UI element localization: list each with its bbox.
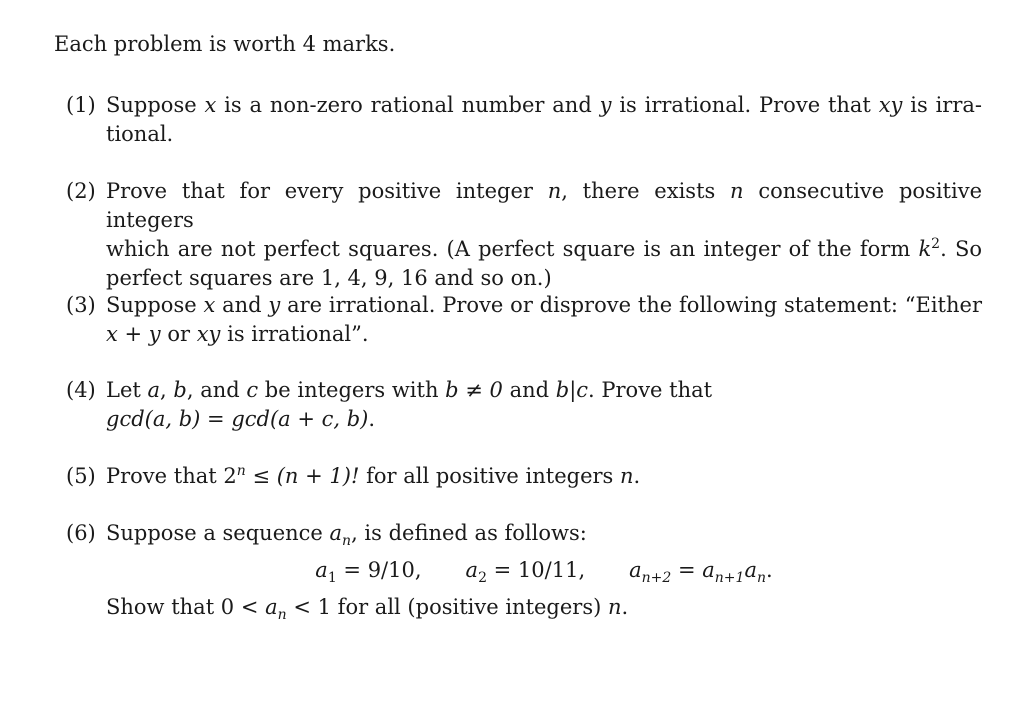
problem-line: tional. bbox=[106, 122, 174, 146]
text: for all positive integers bbox=[359, 464, 621, 488]
problem-body bbox=[106, 177, 982, 293]
text: Suppose a sequence bbox=[106, 521, 330, 545]
problem-body bbox=[106, 519, 982, 622]
math-var: a bbox=[744, 558, 757, 582]
problem-number: (5) bbox=[66, 464, 96, 488]
math-var: n bbox=[620, 464, 634, 488]
text: is irrational”. bbox=[220, 322, 369, 346]
text: , is defined as follows: bbox=[351, 521, 587, 545]
subscript: n+1 bbox=[714, 570, 745, 587]
problem-number: (1) bbox=[66, 93, 96, 117]
text: Prove that for every positive integer bbox=[106, 179, 548, 203]
text: and bbox=[215, 293, 269, 317]
text: Prove that bbox=[106, 464, 224, 488]
problem-3 bbox=[66, 291, 982, 349]
text: Suppose bbox=[106, 93, 205, 117]
problem-line: perfect squares are 1, 4, 9, 16 and so on.) bbox=[106, 266, 552, 290]
text: , bbox=[160, 378, 174, 402]
problem-line bbox=[106, 405, 982, 434]
math-var: b bbox=[173, 378, 187, 402]
text: , there exists bbox=[561, 179, 731, 203]
math-var: n bbox=[730, 179, 744, 203]
math-expr: gcd(a, b) bbox=[106, 407, 201, 431]
subscript: 2 bbox=[478, 570, 487, 587]
problem-number: (3) bbox=[66, 293, 96, 317]
intro-text: Each problem is worth 4 marks. bbox=[54, 32, 396, 56]
text: . bbox=[633, 464, 641, 488]
math-expr: = a bbox=[671, 558, 715, 582]
math-var: y bbox=[268, 293, 281, 317]
math-var: xy bbox=[878, 93, 903, 117]
problem-body bbox=[106, 376, 982, 434]
problem-number: (6) bbox=[66, 521, 96, 545]
math-var: x bbox=[204, 93, 217, 117]
text: = bbox=[200, 407, 232, 431]
problem-line bbox=[106, 91, 982, 120]
problem-number: (2) bbox=[66, 179, 96, 203]
problem-line bbox=[106, 462, 982, 491]
problem-line bbox=[106, 291, 982, 320]
text: is irra- bbox=[902, 93, 983, 117]
subscript: n bbox=[277, 607, 287, 624]
math-var: a bbox=[329, 521, 343, 545]
text: Show that 0 < bbox=[106, 595, 266, 619]
math-expr: b ≠ 0 bbox=[445, 378, 503, 402]
math-var: xy bbox=[196, 322, 221, 346]
problem-line bbox=[106, 320, 982, 349]
problem-line bbox=[106, 376, 982, 405]
problem-number: (4) bbox=[66, 378, 96, 402]
math-var: y bbox=[599, 93, 612, 117]
math-expr: = 10/11, bbox=[486, 558, 586, 582]
math-var: n bbox=[607, 595, 622, 619]
problem-line bbox=[106, 235, 982, 264]
math-expr: gcd(a + c, b) bbox=[231, 407, 369, 431]
text: consecutive positive integers bbox=[106, 179, 982, 232]
problem-line bbox=[106, 593, 982, 622]
subscript: n bbox=[756, 570, 766, 587]
problem-body bbox=[106, 91, 982, 149]
math-var: k bbox=[918, 237, 932, 261]
text: . So bbox=[940, 237, 982, 261]
math-var: 2 bbox=[223, 464, 237, 488]
subscript: n bbox=[342, 533, 352, 550]
subscript: n+2 bbox=[641, 570, 672, 587]
problem-1 bbox=[66, 91, 982, 149]
problem-2 bbox=[66, 177, 982, 293]
exponent: 2 bbox=[931, 236, 941, 252]
text: < 1 for all (positive integers) bbox=[286, 595, 608, 619]
math-expr: b|c bbox=[555, 378, 589, 402]
math-var: a bbox=[147, 378, 161, 402]
problem-body bbox=[106, 462, 982, 491]
text: Suppose bbox=[106, 293, 204, 317]
problem-4 bbox=[66, 376, 982, 434]
text: . bbox=[621, 595, 629, 619]
math-var: c bbox=[246, 378, 259, 402]
text: is irrational. Prove that bbox=[611, 93, 879, 117]
math-var: n bbox=[547, 179, 562, 203]
math-expr: = 9/10, bbox=[336, 558, 422, 582]
text: . Prove that bbox=[588, 378, 713, 402]
subscript: 1 bbox=[327, 570, 337, 587]
text: or bbox=[160, 322, 197, 346]
sequence-definition bbox=[106, 556, 982, 585]
math-var: a bbox=[315, 558, 328, 582]
math-var: a bbox=[465, 558, 479, 582]
math-var: x bbox=[203, 293, 216, 317]
text: are irrational. Prove or disprove the following statement: “Either bbox=[280, 293, 982, 317]
text: be integers with bbox=[258, 378, 446, 402]
exponent: n bbox=[236, 463, 246, 479]
text: Let bbox=[106, 378, 148, 402]
text: . bbox=[368, 407, 376, 431]
math-var: a bbox=[629, 558, 642, 582]
text: is a non-zero rational number and bbox=[216, 93, 600, 117]
problem-body bbox=[106, 291, 982, 349]
problem-6 bbox=[66, 519, 982, 622]
text: , and bbox=[186, 378, 247, 402]
math-expr: ≤ (n + 1)! bbox=[245, 464, 360, 488]
text: and bbox=[502, 378, 556, 402]
problem-5 bbox=[66, 462, 982, 491]
math-var: a bbox=[265, 595, 278, 619]
text: which are not perfect squares. (A perfect square is an integer of the form bbox=[106, 237, 919, 261]
problem-line bbox=[106, 177, 982, 235]
math-expr: x + y bbox=[106, 322, 161, 346]
problem-line bbox=[106, 519, 982, 548]
text: . bbox=[766, 558, 773, 582]
